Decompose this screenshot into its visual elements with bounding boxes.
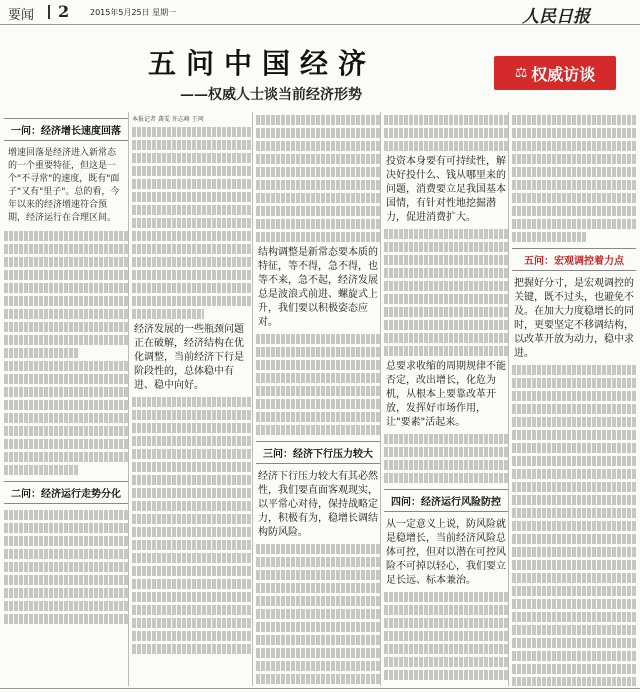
pull-quote-col4b: 总要求收缩的周期规律不能否定，改出增长，化危为机，从根本上要靠改革开放，发挥好市场作用，让"要素"活起来。 <box>386 361 506 428</box>
byline: 本报记者 龚雯 许志峰 王珂 <box>132 116 204 123</box>
column-3 <box>256 112 381 686</box>
badge-label: 权威访谈 <box>531 64 596 84</box>
section-heading-5: 五问：宏观调控着力点 <box>512 248 636 271</box>
newspaper-logo: 人民日报 <box>522 7 590 27</box>
footer-rule <box>0 688 640 689</box>
column-4 <box>384 112 509 686</box>
page-header <box>0 0 640 25</box>
issue-date: 2015年5月25日 星期一 <box>90 8 177 17</box>
column-5 <box>512 112 636 686</box>
pull-quote-col5: 把握好分寸，是宏观调控的关键，既不过头，也避免不及。在加大力度稳增长的同时，更要坚定不移调结构，以改革开放为动力，稳中求进。 <box>514 278 634 359</box>
column-1 <box>4 112 129 686</box>
pull-quote-col4a: 投资本身要有可持续性，解决好投什么、钱从哪里来的问题，消费要立足我国基本国情，有针对性地挖掘潜力，促进消费扩大。 <box>386 156 506 223</box>
pull-quote-col3a: 结构调整是新常态要本质的特征，等不得，急不得，也等不来，急不起，经济发展总是波浪式前进、螺旋式上升，我们要以积极姿态应对。 <box>258 247 378 328</box>
section-heading-1: 一问：经济增长速度回落 <box>4 118 128 141</box>
section-heading-4: 四问：经济运行风险防控 <box>384 489 508 512</box>
section-heading-2: 二问：经济运行走势分化 <box>4 481 128 504</box>
column-2 <box>132 112 253 686</box>
page-number: 2 <box>58 2 70 21</box>
section-label: 要闻 <box>8 8 35 23</box>
lead-paragraph: 增速回落是经济进入新常态的一个重要特征，但这是一个"不寻常"的速度，既有"面子"又有"里子"。总的看，今年以来的经济增速符合预期，经济运行在合理区间。 <box>8 148 120 223</box>
pull-quote-col2: 经济发展的一些瓶颈问题正在破解，经济结构在优化调整，当前经济下行是阶段性的，总体稳中有进、稳中向好。 <box>134 324 244 391</box>
header-divider <box>48 5 50 19</box>
pull-quote-col3b: 经济下行压力较大有其必然性，我们要直面客观现实，以平常心对待，保持战略定力，积极有为，稳增长调结构防风险。 <box>258 471 378 538</box>
scale-icon: ⚖ <box>514 65 528 81</box>
article-subtitle: ——权威人士谈当前经济形势 <box>180 87 362 103</box>
article-title: 五问中国经济 <box>147 47 376 80</box>
pull-quote-col4c: 从一定意义上说，防风险就是稳增长，当前经济风险总体可控，但对以潜在可控风险不可掉以轻心，我们要立足长远、标本兼治。 <box>386 519 506 586</box>
section-heading-3: 三问：经济下行压力较大 <box>256 441 380 464</box>
authority-interview-badge <box>494 56 616 90</box>
